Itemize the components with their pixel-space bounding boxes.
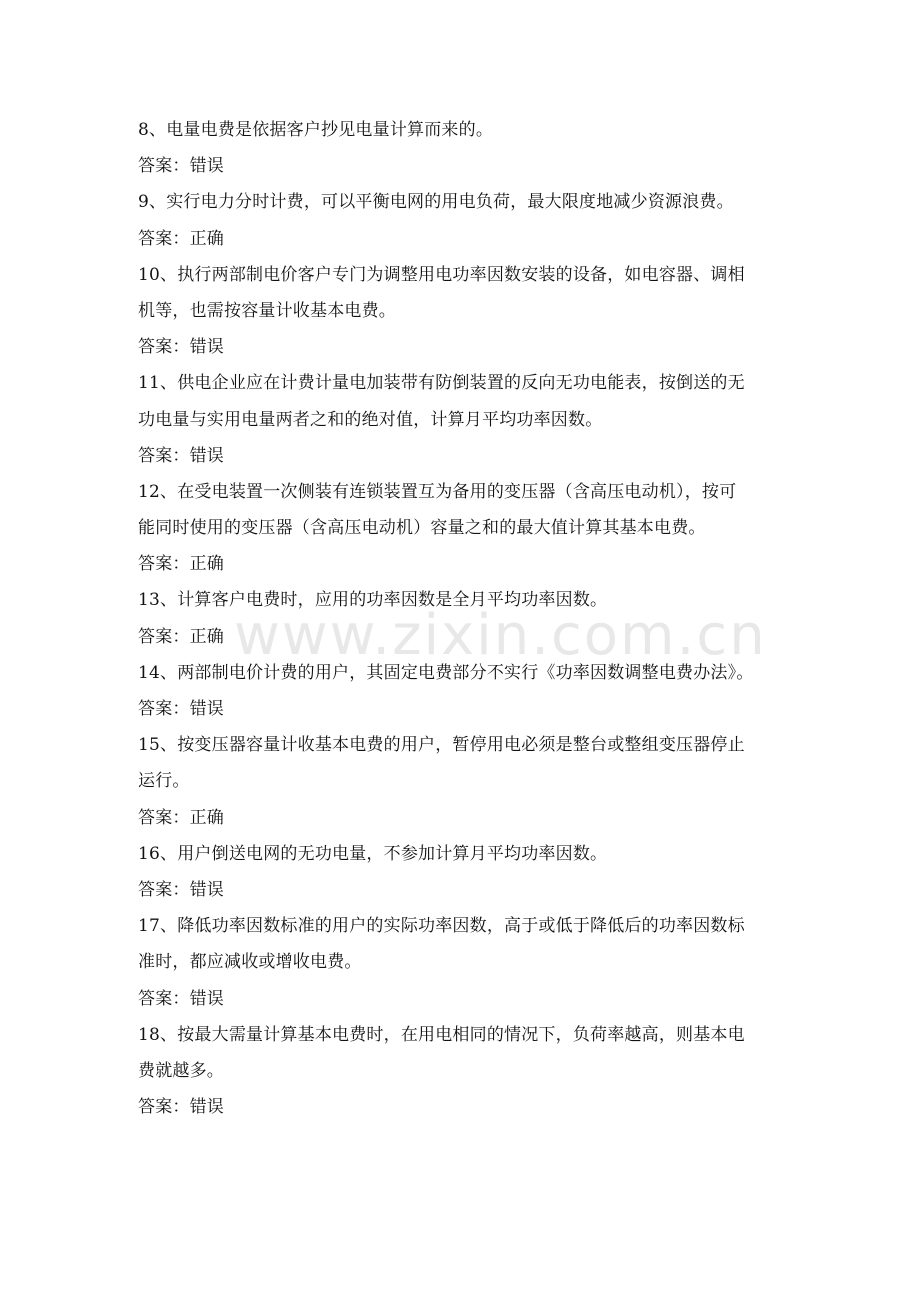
question-15-line-2: 运行。 <box>138 771 190 792</box>
question-18-line-2: 费就越多。 <box>138 1060 224 1081</box>
answer-8: 答案：错误 <box>138 156 224 177</box>
question-9-line-1: 9、实行电力分时计费，可以平衡电网的用电负荷，最大限度地减少资源浪费。 <box>138 192 734 213</box>
answer-9: 答案：正确 <box>138 228 224 249</box>
question-18-line-1: 18、按最大需量计算基本电费时，在用电相同的情况下，负荷率越高，则基本电 <box>138 1024 745 1045</box>
answer-17: 答案：错误 <box>138 988 224 1009</box>
watermark-text: www.zixin.com.cn <box>234 603 767 668</box>
question-17-line-1: 17、降低功率因数标准的用户的实际功率因数，高于或低于降低后的功率因数标 <box>138 916 745 937</box>
question-14-line-1: 14、两部制电价计费的用户，其固定电费部分不实行《功率因数调整电费办法》。 <box>138 662 754 683</box>
question-15-line-1: 15、按变压器容量计收基本电费的用户，暂停用电必须是整台或整组变压器停止 <box>138 735 745 756</box>
question-12-line-1: 12、在受电装置一次侧装有连锁装置互为备用的变压器（含高压电动机），按可 <box>138 481 737 502</box>
answer-10: 答案：错误 <box>138 337 224 358</box>
answer-14: 答案：错误 <box>138 699 224 719</box>
answer-15: 答案：正确 <box>138 807 224 828</box>
question-17-line-2: 准时，都应减收或增收电费。 <box>138 952 362 973</box>
question-10-line-2: 机等，也需按容量计收基本电费。 <box>138 300 396 321</box>
answer-11: 答案：错误 <box>138 445 224 466</box>
question-12-line-2: 能同时使用的变压器（含高压电动机）容量之和的最大值计算其基本电费。 <box>138 518 706 539</box>
document-body <box>138 112 786 1125</box>
answer-18: 答案：错误 <box>138 1097 224 1118</box>
question-13-line-1: 13、计算客户电费时，应用的功率因数是全月平均功率因数。 <box>138 590 608 611</box>
question-11-line-2: 功电量与实用电量两者之和的绝对值，计算月平均功率因数。 <box>138 409 603 430</box>
answer-12: 答案：正确 <box>138 554 224 575</box>
answer-13: 答案：正确 <box>138 626 224 647</box>
question-8-line-1: 8、电量电费是依据客户抄见电量计算而来的。 <box>138 120 494 140</box>
question-11-line-1: 11、供电企业应在计费计量电加装带有防倒装置的反向无功电能表，按倒送的无 <box>138 373 745 394</box>
question-10-line-1: 10、执行两部制电价客户专门为调整用电功率因数安装的设备，如电容器、调相 <box>138 264 745 285</box>
answer-16: 答案：错误 <box>138 879 224 900</box>
question-16-line-1: 16、用户倒送电网的无功电量，不参加计算月平均功率因数。 <box>138 843 608 864</box>
